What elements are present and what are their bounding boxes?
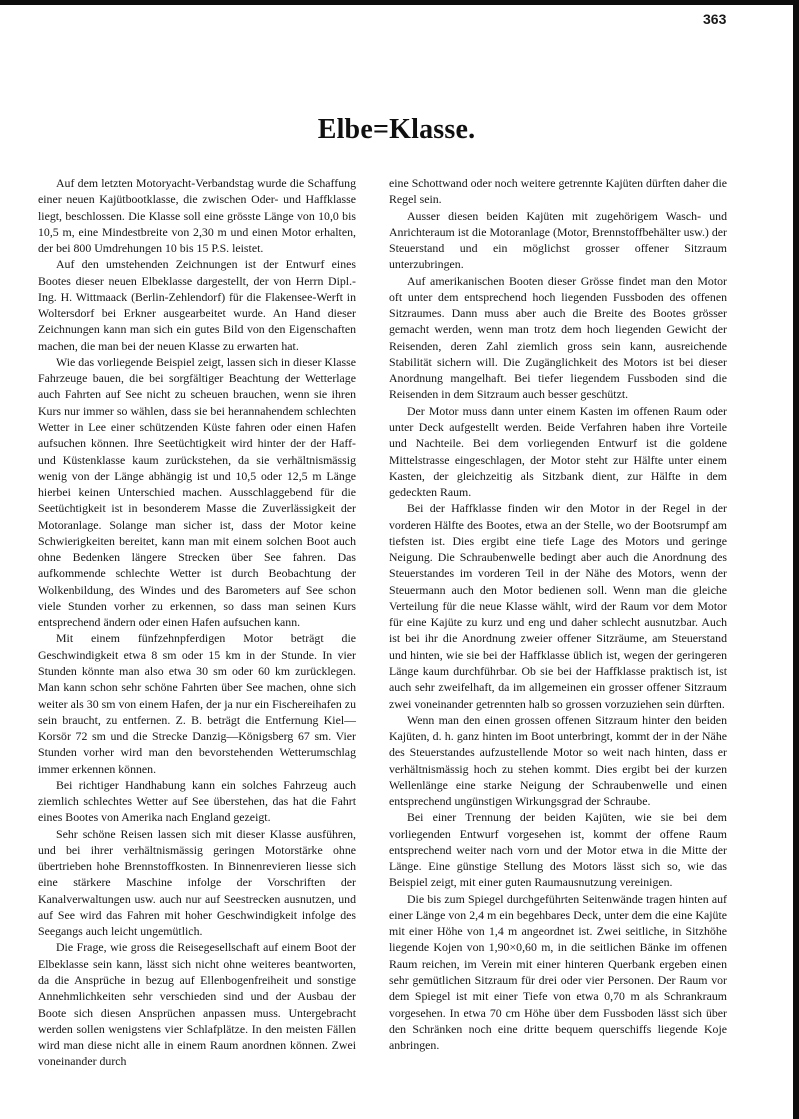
scan-border-right [793,0,799,1119]
paragraph: Auf den umstehenden Zeichnungen ist der Entwurf eines Bootes dieser neuen Elbeklasse dargestellt, der von Herrn Dipl.-Ing. H. Wittmaack (Berlin-Zehlendorf) für die Flakensee-Werft in Woltersdorf bei Erkner ausgearbeitet wurde. An Hand dieser Zeichnungen kann man sich ein gutes Bild von den Eigenschaften machen, die man bei der neuen Klasse zu erwarten hat. [38,257,356,353]
text-column-right [389,175,727,1053]
paragraph: Sehr schöne Reisen lassen sich mit dieser Klasse ausführen, und bei ihrer verhältnismässig geringen Motorstärke ohne übertrieben hohe Brennstoffkosten. In Binnenrevieren liesse sich eine stärkere Maschine infolge der Vorschriften der Kanalverwaltungen usw. auch nur auf Seestrecken ausnutzen, und auf See wird das Fahren mit hoher Geschwindigkeit infolge des Seegangs auch leicht ungemütlich. [38,826,356,939]
paragraph: Bei richtiger Handhabung kann ein solches Fahrzeug auch ziemlich schlechtes Wetter auf See überstehen, das hat die Fahrt eines Bootes von Amerika nach England gezeigt. [38,777,356,825]
article-title: Elbe=Klasse. [317,114,476,145]
paragraph: Bei der Haffklasse finden wir den Motor in der Regel in der vorderen Hälfte des Bootes, etwa an der Stelle, wo der Bootsrumpf am tiefsten ist. Dies ergibt eine tiefe Lage des Motors und geringe Neigung. Die Schraubenwelle bedingt aber auch die Anordnung des Steuerstandes im vorderen Teil in der Nähe des Motors, wenn der Steuermann auch den Motor bedienen soll. Wenn man die gleiche Verteilung für die neue Klasse wählt, wird der Raum vor dem Motor für eine Kajüte zu kurz und eng und daher schlecht ausnutzbar. Auch ist bei ihr die Anordnung zweier offener Sitzräume, am Steuerstand und hinten, wie sie bei der Haffklasse üblich ist, wegen der geringeren Länge kaum durchführbar. Ob sie bei der Haffklasse praktisch ist, ist auch sehr zweifelhaft, da im allgemeinen ein grosser offener Sitzraum zwei voneinander getrennten halb so grossen vorzuziehen sein dürften. [389,501,727,711]
paragraph: Auf amerikanischen Booten dieser Grösse findet man den Motor oft unter dem entsprechend hoch liegenden Fussboden des offenen Sitzraumes. Dann muss aber auch die Breite des Bootes grösser gemacht werden, wenn man trotz dem hoch liegenden Gewicht der Reisenden, deren Zahl ziemlich gross sein kann, ausreichende Stabilität sichern will. Die Zugänglichkeit des Motors ist bei dieser Anordnung mangelhaft. Bei tiefer liegendem Fussboden sind die Reisenden in dem Sitzraum auch besser geschützt. [389,273,727,402]
paragraph: Mit einem fünfzehnpferdigen Motor beträgt die Geschwindigkeit etwa 8 sm oder 15 km in der Stunde. In vier Stunden könnte man also etwa 30 sm oder 60 km zurücklegen. Man kann schon sehr schöne Fahrten über See machen, ohne sich weiter als 30 sm von einem Hafen, der ja nur ein Fischereihafen zu sein braucht, zu entfernen. Z. B. beträgt die Entfernung Kiel—Korsör 72 sm und die Strecke Danzig—Königsberg 67 sm. Vier Stunden vorher wird man den bevorstehenden Wetterumschlag immer erkennen können. [38,631,356,776]
paragraph: Die Frage, wie gross die Reisegesellschaft auf einem Boot der Elbeklasse sein kann, lässt sich nicht ohne weiteres beantworten, da die Ansprüche in bezug auf Ellenbogenfreiheit und sonstige Annehmlichkeiten sehr verschieden sind und der Ausbau der Boote sich diesen Ansprüchen anpassen muss. Untergebracht werden sollen wenigstens vier Schlafplätze. In den meisten Fällen wird man diese nicht alle in einem Raum anordnen können. Zwei voneinander durch [38,940,356,1069]
paragraph: Wie das vorliegende Beispiel zeigt, lassen sich in dieser Klasse Fahrzeuge bauen, die bei sorgfältiger Beachtung der Wetterlage auch Fahrten auf See nicht zu scheuen brauchen, wenn sie ihren Kurs nur immer so wählen, dass sie bei herannahendem schlechten Wetter in Lee einer schützenden Küste fahren oder einen Hafen aufsuchen können. Ihre Seetüchtigkeit wird hinter der der Haff- und Küstenklasse kaum zurückstehen, da sie verhältnismässig wenig von der Länge abhängig ist und 10,5 oder 12,5 m Länge hierbei keinen Unterschied machen. Ausschlaggebend für die Seetüchtigkeit ist in besonderem Masse die Zuverlässigkeit der Motoranlage. Solange man sicher ist, dass der Motor keine Schwierigkeiten bereitet, kann man mit einem solchen Boot auch ohne Bedenken längere Strecken über See fahren. Das aufkommende schlechte Wetter ist durch Beobachtung der Wolkenbildung, des Windes und des Barometers auf See schon viele Stunden vorher zu erkennen, so dass man seinen Kurs entsprechend ändern oder einen Hafen aufsuchen kann. [38,354,356,630]
paragraph: Auf dem letzten Motoryacht-Verbandstag wurde die Schaffung einer neuen Kajütbootklasse, die zwischen Oder- und Haffklasse liegt, beschlossen. Die Klasse soll eine grösste Länge von 10,0 bis 10,5 m, eine Mindestbreite von 2,30 m und einen Motor erhalten, der bei 800 Umdrehungen 10 bis 15 P.S. leistet. [38,176,356,256]
page-number: 363 [703,11,727,27]
text-column-left [38,175,356,1070]
paragraph: Ausser diesen beiden Kajüten mit zugehörigem Wasch- und Anrichteraum ist die Motoranlage (Motor, Brennstoffbehälter usw.) der Steuerstand und ein möglichst grosser offener Sitzraum unterzubringen. [389,208,727,272]
paragraph: Die bis zum Spiegel durchgeführten Seitenwände tragen hinten auf einer Länge von 2,4 m ein begehbares Deck, unter dem die eine Kajüte mit einer Höhe von 1,4 m angeordnet ist. Zwei seitliche, in Sitzhöhe liegende Kojen von 1,90×0,60 m, in die seitlichen Bänke im offenen Raum reichen, im Verein mit einer hinteren Querbank ergeben einen sehr gemütlichen Sitzraum für drei oder vier Personen. Der Raum vor dem Spiegel ist mit einer Tiefe von etwa 0,70 m als Schrankraum vorgesehen. In etwa 70 cm Höhe über dem Fussboden lässt sich über den Schränken noch eine dritte bequem querschiffs liegende Koje anbringen. [389,891,727,1053]
paragraph: Bei einer Trennung der beiden Kajüten, wie sie bei dem vorliegenden Entwurf vorgesehen ist, kommt der offene Raum entsprechend weiter nach vorn und der Motor etwa in die Mitte der Länge. Eine günstige Stellung des Motors lässt sich so, wie das Beispiel zeigt, mit einer guten Raumausnutzung vereinigen. [389,810,727,890]
paragraph: Wenn man den einen grossen offenen Sitzraum hinter den beiden Kajüten, d. h. ganz hinten im Boot unterbringt, kommt der in der Nähe des Steuerstandes aufzustellende Motor so weit nach hinten, dass er verhältnismässig hoch zu stehen kommt. Dies ergibt bei der kurzen Wellenlänge eine starke Neigung der Schraubenwelle und einen entsprechend ungünstigen Wirkungsgrad der Schraube. [389,712,727,809]
paragraph: eine Schottwand oder noch weitere getrennte Kajüten dürften daher die Regel sein. [389,176,727,207]
paragraph: Der Motor muss dann unter einem Kasten im offenen Raum oder unter Deck aufgestellt werden. Beide Verfahren haben ihre Vorteile und Nachteile. Bei dem vorliegenden Entwurf ist die goldene Mittelstrasse eingeschlagen, der Motor steht zur Hälfte unter einem Kasten, der gleichzeitig als Sitzbank dient, zur Hälfte in dem gedeckten Raum. [389,403,727,500]
